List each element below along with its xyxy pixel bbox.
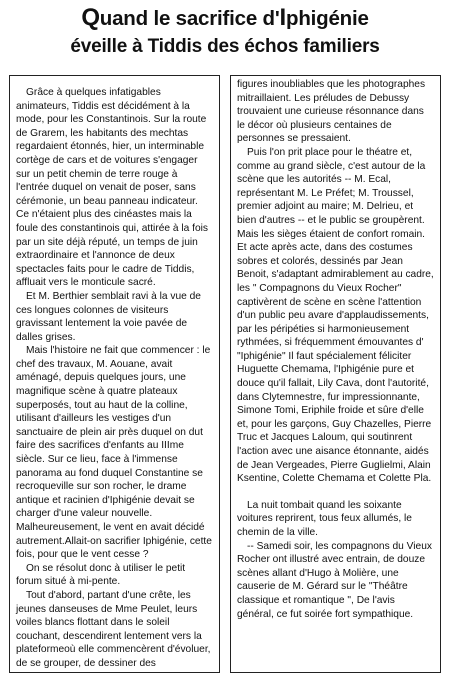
- right-column: [230, 75, 441, 673]
- headline-line-1-part-2: phigénie: [286, 7, 369, 30]
- left-paragraph-1: Grâce à quelques infatigables animateurs, Tiddis est décidément à la mode, pour les Constantinois. Sur la route de Grarem, les habitants des mechtas regardaient étonnés, hier, un interminable cortège de cars et de voitures s'engager sur un petit chemin de terre rouge à l'entrée duquel on venait de poser, sans cérémonie, un beau panneau indicateur. Ce n'étaient plus des cinéastes mais la foule des constantinois qui, attirée à la fois par un site déjà réputé, un temps de juin extraordinaire et l'annonce de deux spectacles faits pour le cadre de Tiddis, affluait vers le monticule sacré.: [16, 87, 208, 289]
- left-column: [9, 75, 220, 673]
- headline-line-2: éveille à Tiddis des échos familiers: [70, 36, 380, 57]
- headline-line-1: [2, 0, 448, 31]
- headline-dropcap-i: I: [279, 4, 286, 31]
- left-paragraph-4: On se résolut donc à utiliser le petit forum situé à mi-pente.: [16, 562, 186, 588]
- left-paragraph-3: Mais l'histoire ne fait que commencer : le chef des travaux, M. Aouane, avait aménagé, depuis quelques jours, une magnifique scène à quatre plateaux superposés, tout au haut de la colline, utilisant d'ailleurs les vestiges d'un sanctuaire de plein air près duquel on dut faire des sacrifices d'enfants au IIIme siècle. Sur ce lieu, face à l'immense panorama au fond duquel Constantine se recroqueville sur son rocher, le drame antique et racinien d'Iphigénie devait se charger d'une valeur nouvelle. Malheureusement, le vent en avait décidé autrement.Allait-on sacrifier Iphigénie, cette fois, pour que le vent cesse ?: [16, 345, 212, 561]
- right-paragraph-3: La nuit tombait quand les soixante voitures reprirent, tous feux allumés, le chemin de la ville.: [237, 499, 412, 538]
- right-paragraph-2: Puis l'on prit place pour le théatre et, comme au grand siècle, c'est autour de la scène que les autorités -- M. Ecal, représentant M. Le Préfet; M. Troussel, premier adjoint au maire; M. Delrieu, et bien d'autres -- et le public se groupèrent. Mais les sièges étaient de confort romain. Et acte après acte, dans des costumes sobres et colorés, dessinés par Jean Benoit, s'adaptant admirablement au cadre, les " Compagnons du Vieux Rocher" captivèrent de scène en scène l'attention d'un public peu avare d'applaudissements, par les péripéties si harmonieusement rythmées, si fréquemment émouvantes d' "Iphigénie" Il faut spécialement féliciter Huguette Chemama, l'Iphigénie pure et douce qu'il fallait, Lily Cava, dont l'autorité, dans Clytemnestre, fur impressionnante, Simone Tomi, Eriphile froide et sûre d'elle et, pour les garçons, Guy Chazelles, Pierre Truc et Jacques Laloum, qui soutinrent l'action avec une aisance étonnante, aidés de Jean Vergeades, Pierre Guglielmi, Alain Ksentine, Colette Chemama et Colette Pla.: [237, 146, 434, 485]
- left-paragraph-5: Tout d'abord, partant d'une crête, les jeunes danseuses de Mme Peulet, leurs voiles blancs flottant dans le soleil couchant, descendirent lentement vers la plateformeoù elle commencèrent d'évoluer, de se grouper, de dessiner des: [16, 589, 211, 669]
- headline-dropcap-q: Q: [81, 4, 100, 31]
- article-columns: [9, 75, 441, 673]
- right-paragraph-1: figures inoubliables que les photographes mitraillaient. Les préludes de Debussy trouvaient une curieuse résonnance dans le décor où plusieurs centaines de personnes se pressaient.: [237, 79, 426, 145]
- right-paragraph-4: -- Samedi soir, les compagnons du Vieux Rocher ont illustré avec entrain, de douze scènes allant d'Hugo à Molière, une causerie de M. Gérard sur le "Théâtre classique et romantique ", De l'avis général, ce fut soirée fort sympathique.: [237, 540, 432, 620]
- left-paragraph-2: Et M. Berthier semblait ravi à la vue de ces longues colonnes de visiteurs gravissant lentement la voie pavée de dalles grises.: [16, 290, 201, 343]
- headline-line-1-part-1: uand le sacrifice d': [99, 7, 280, 30]
